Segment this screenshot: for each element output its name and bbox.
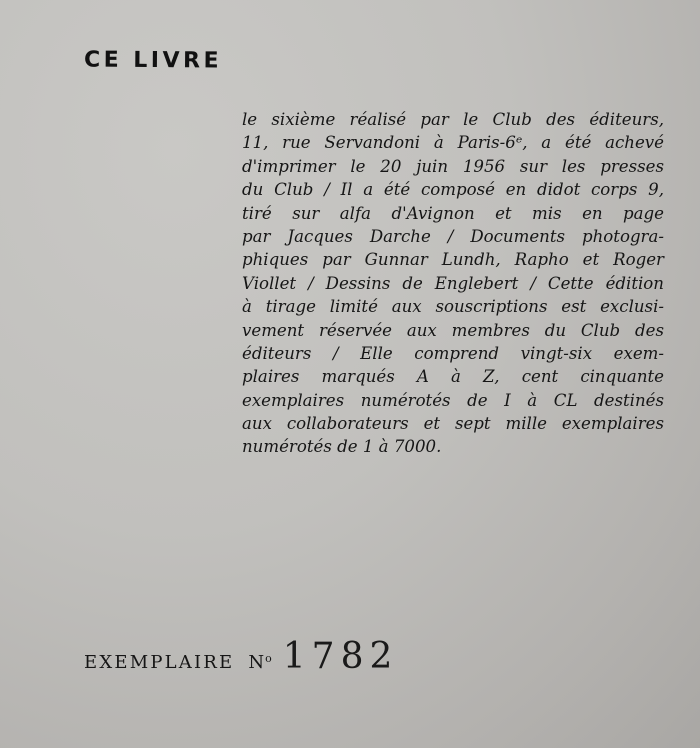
colophon-line: exemplaires numérotés de I à CL destinés [242, 390, 664, 410]
number-abbrev-letter: N [248, 652, 266, 673]
colophon-line: du Club / Il a été composé en didot corps 9, [242, 180, 664, 200]
number-abbreviation [248, 652, 272, 673]
colophon-line: éditeurs / Elle comprend vingt-six exem- [242, 343, 664, 363]
colophon-line: Viollet / Dessins de Englebert / Cette édition [242, 273, 664, 293]
colophon-line: par Jacques Darche / Documents photogra- [242, 226, 664, 246]
colophon-line: d'imprimer le 20 juin 1956 sur les presses [242, 156, 664, 176]
colophon-line: 11, rue Servandoni à Paris-6ᵉ, a été achevé [242, 133, 664, 153]
copy-number: 1782 [282, 636, 399, 677]
colophon-line: le sixième réalisé par le Club des éditeurs, [242, 110, 664, 129]
copy-label: EXEMPLAIRE [84, 652, 235, 673]
colophon-line: à tirage limité aux souscriptions est exclusi- [242, 297, 664, 317]
colophon-line: phiques par Gunnar Lundh, Rapho et Roger [242, 250, 664, 270]
colophon-line: plaires marqués A à Z, cent cinquante [242, 367, 664, 387]
colophon-text [242, 108, 664, 459]
colophon-line: tiré sur alfa d'Avignon et mis en page [242, 203, 664, 223]
page-heading: CE LIVRE [83, 47, 223, 74]
colophon-line: numérotés de 1 à 7000. [242, 437, 442, 457]
colophon-line: aux collaborateurs et sept mille exemplaires [242, 414, 664, 434]
colophon-line: vement réservée aux membres du Club des [242, 320, 664, 340]
copy-number-line [84, 636, 398, 677]
number-abbrev-superscript: o [265, 652, 273, 665]
